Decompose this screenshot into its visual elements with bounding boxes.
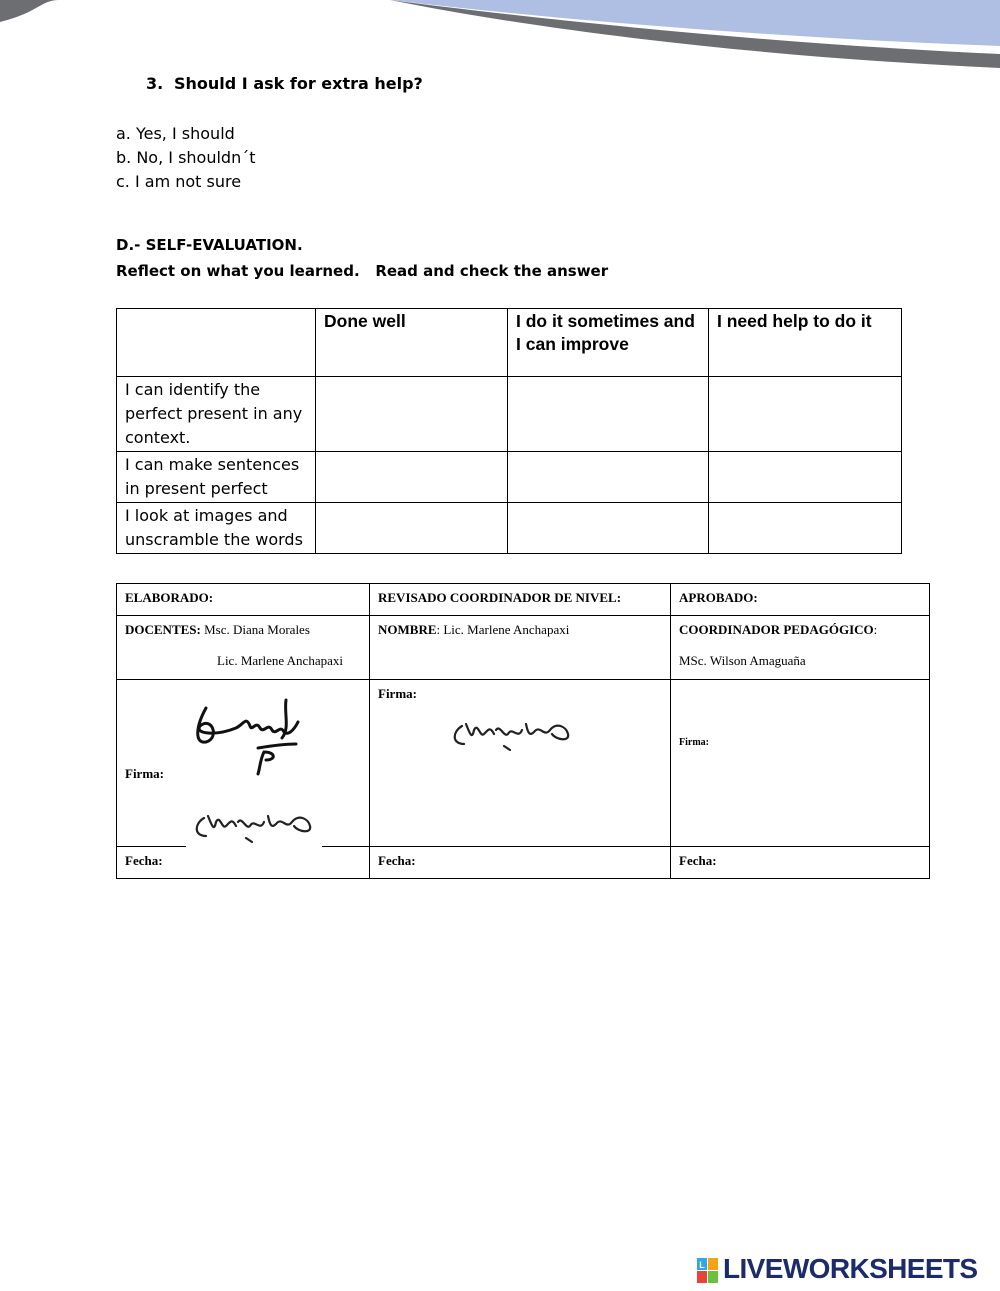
fecha-cell-1: Fecha: bbox=[117, 847, 370, 879]
check-cell-sometimes[interactable] bbox=[508, 452, 709, 503]
self-evaluation-table bbox=[116, 308, 902, 554]
signature-image-diana bbox=[186, 686, 306, 776]
nombre-cell bbox=[370, 616, 671, 680]
approval-date-row bbox=[117, 847, 930, 879]
signature-image-marlene-2 bbox=[444, 704, 580, 756]
header-need-help: I need help to do it bbox=[709, 309, 902, 377]
elaborado-header: ELABORADO: bbox=[117, 584, 370, 616]
nombre-label: NOMBRE bbox=[378, 622, 437, 637]
firma-label-3: Firma: bbox=[679, 737, 709, 748]
revisado-header: REVISADO COORDINADOR DE NIVEL: bbox=[370, 584, 671, 616]
docente-1: Msc. Diana Morales bbox=[204, 622, 310, 637]
option-b: b. No, I shouldn´t bbox=[116, 148, 256, 167]
signature-image-marlene-1 bbox=[186, 796, 322, 848]
table-row bbox=[117, 452, 902, 503]
nombre-value: : Lic. Marlene Anchapaxi bbox=[436, 622, 570, 637]
header-wave-decoration bbox=[0, 0, 1000, 70]
section-instruction: Reflect on what you learned. Read and check the answer bbox=[116, 262, 609, 280]
table-header-row bbox=[117, 309, 902, 377]
table-row bbox=[117, 377, 902, 452]
check-cell-need-help[interactable] bbox=[709, 452, 902, 503]
docente-2: Lic. Marlene Anchapaxi bbox=[217, 653, 343, 668]
docentes-label: DOCENTES: bbox=[125, 622, 201, 637]
option-a: a. Yes, I should bbox=[116, 124, 235, 143]
header-sometimes-improve: I do it sometimes and I can improve bbox=[508, 309, 709, 377]
check-cell-done-well[interactable] bbox=[316, 503, 508, 554]
row-label-unscramble: I look at images and unscramble the words bbox=[117, 503, 316, 554]
header-empty-cell bbox=[117, 309, 316, 377]
firma-label-2: Firma: bbox=[378, 686, 417, 701]
row-label-sentences: I can make sentences in present perfect bbox=[117, 452, 316, 503]
check-cell-need-help[interactable] bbox=[709, 377, 902, 452]
row-label-identify: I can identify the perfect present in any context. bbox=[117, 377, 316, 452]
header-done-well: Done well bbox=[316, 309, 508, 377]
question-number: 3. bbox=[146, 74, 164, 93]
fecha-cell-3: Fecha: bbox=[671, 847, 930, 879]
svg-text:L: L bbox=[699, 1260, 705, 1270]
coordinador-name: MSc. Wilson Amaguaña bbox=[679, 653, 806, 668]
option-c: c. I am not sure bbox=[116, 172, 242, 191]
coordinador-cell: COORDINADOR PEDAGÓGICO: MSc. Wilson Amaguaña bbox=[671, 616, 930, 680]
firma-label-1: Firma: bbox=[125, 766, 164, 781]
aprobado-header: APROBADO: bbox=[671, 584, 930, 616]
check-cell-need-help[interactable] bbox=[709, 503, 902, 554]
check-cell-sometimes[interactable] bbox=[508, 503, 709, 554]
liveworksheets-brand: LIVEWORKSHEETS bbox=[723, 1253, 978, 1284]
docentes-cell bbox=[117, 616, 370, 680]
table-row bbox=[117, 503, 902, 554]
approval-names-row bbox=[117, 616, 930, 680]
check-cell-sometimes[interactable] bbox=[508, 377, 709, 452]
fecha-cell-2: Fecha: bbox=[370, 847, 671, 879]
check-cell-done-well[interactable] bbox=[316, 452, 508, 503]
firma-cell-aprobado bbox=[671, 680, 930, 847]
answer-options bbox=[116, 122, 255, 194]
approval-header-row bbox=[117, 584, 930, 616]
coordinador-label: COORDINADOR PEDAGÓGICO bbox=[679, 622, 874, 637]
question-text: Should I ask for extra help? bbox=[174, 74, 423, 93]
liveworksheets-logo-icon bbox=[697, 1258, 719, 1284]
question-title bbox=[146, 74, 423, 93]
section-title: D.- SELF-EVALUATION. bbox=[116, 236, 303, 254]
check-cell-done-well[interactable] bbox=[316, 377, 508, 452]
